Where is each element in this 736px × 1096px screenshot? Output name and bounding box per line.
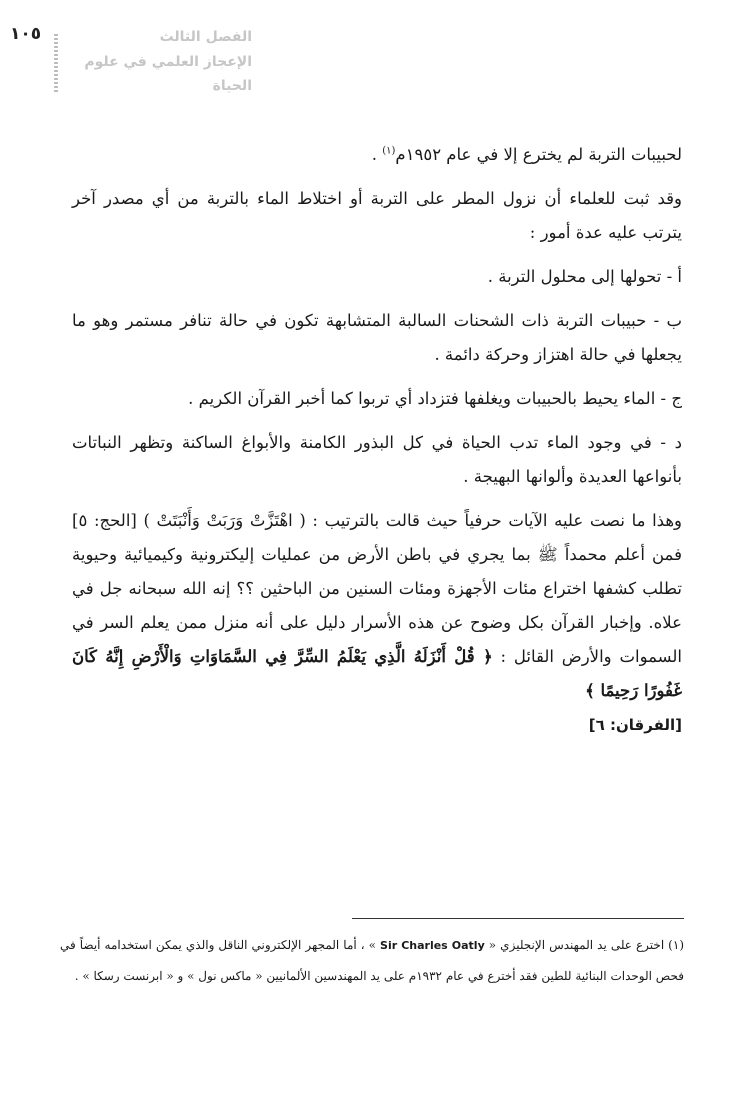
page-number: ١٠٥ [10, 24, 42, 44]
paragraph-1 [72, 138, 682, 172]
chapter-label: الفصل الثالث [159, 29, 252, 45]
list-item-b: ب - حبيبات التربة ذات الشحنات السالبة المتشابهة تكون في حالة تنافر مستمر وهو ما يجعلها في حالة اهتزاز وحركة دائمة . [72, 311, 682, 364]
quran-verse: ﴿ قُلْ أَنْزَلَهُ الَّذِي يَعْلَمُ السِّرَّ فِي السَّمَاوَاتِ وَالْأَرْضِ إِنَّهُ كَانَ غَفُورًا رَحِيمًا ﴾ [72, 647, 682, 700]
footnote-1-text: (١) اخترع على يد المهندس الإنجليزي « [484, 938, 685, 952]
footnote-latin-name: Sir Charles Oatly [380, 939, 485, 952]
list-item-a: أ - تحولها إلى محلول التربة . [487, 267, 682, 286]
list-item-c: ج - الماء يحيط بالحبيبات ويغلفها فتزداد أي تربوا كما أخبر القرآن الكريم . [188, 389, 682, 408]
paragraph-3-text: وهذا ما نصت عليه الآيات حرفياً حيث قالت بالترتيب : ( اهْتَزَّتْ وَرَبَتْ وَأَنْبَتَتْ ) [الحج: ٥] فمن أعلم محمداً ﷺ بما يجري في باطن الأرض من عمليات إليكترونية وكيميائية وحيوية تطلب كشفها اختراع مئات الأجهزة ومئات السنين من الباحثين ؟؟ إنه الله سبحانه جل في علاه. وإخبار القرآن بكل وضوح عن هذه الأسرار دليل على أنه منزل ممن يعلم السر في السموات والأرض القائل : [72, 511, 682, 666]
paragraph-1-text: لحبيبات التربة لم يخترع إلا في عام ١٩٥٢م [395, 145, 682, 164]
footnotes [60, 930, 684, 991]
footnote-divider [352, 918, 684, 919]
chapter-subtitle: الإعجاز العلمي في علوم الحياة [84, 54, 252, 94]
page-header [0, 20, 736, 94]
footnote-1 [60, 930, 684, 991]
main-text [72, 138, 682, 752]
paragraph-1-end: . [371, 145, 383, 164]
running-header [72, 26, 252, 98]
footnote-ref[interactable]: (١) [382, 145, 396, 157]
footnote-1-rest: » ، أما المجهر الإلكتروني الناقل والذي يمكن استخدامه أيضاً في فحص الوحدات البنائية للطين فقد أخترع في عام ١٩٣٢م على يد المهندسين الألمانيين « ماكس نول » و « ابرنست رسكا » . [60, 938, 684, 983]
paragraph-3 [72, 504, 682, 708]
surah-reference: [الفرقان: ٦] [588, 716, 682, 734]
verse-reference [72, 708, 682, 742]
list-item-d: د - في وجود الماء تدب الحياة في كل البذور الكامنة والأبواغ الساكنة وتظهر النباتات بأنواعها العديدة وألوانها البهيجة . [72, 433, 682, 486]
header-marker-icon [54, 34, 58, 94]
paragraph-2: وقد ثبت للعلماء أن نزول المطر على التربة أو اختلاط الماء بالتربة من أي مصدر آخر يترتب عليه عدة أمور : [72, 189, 682, 242]
